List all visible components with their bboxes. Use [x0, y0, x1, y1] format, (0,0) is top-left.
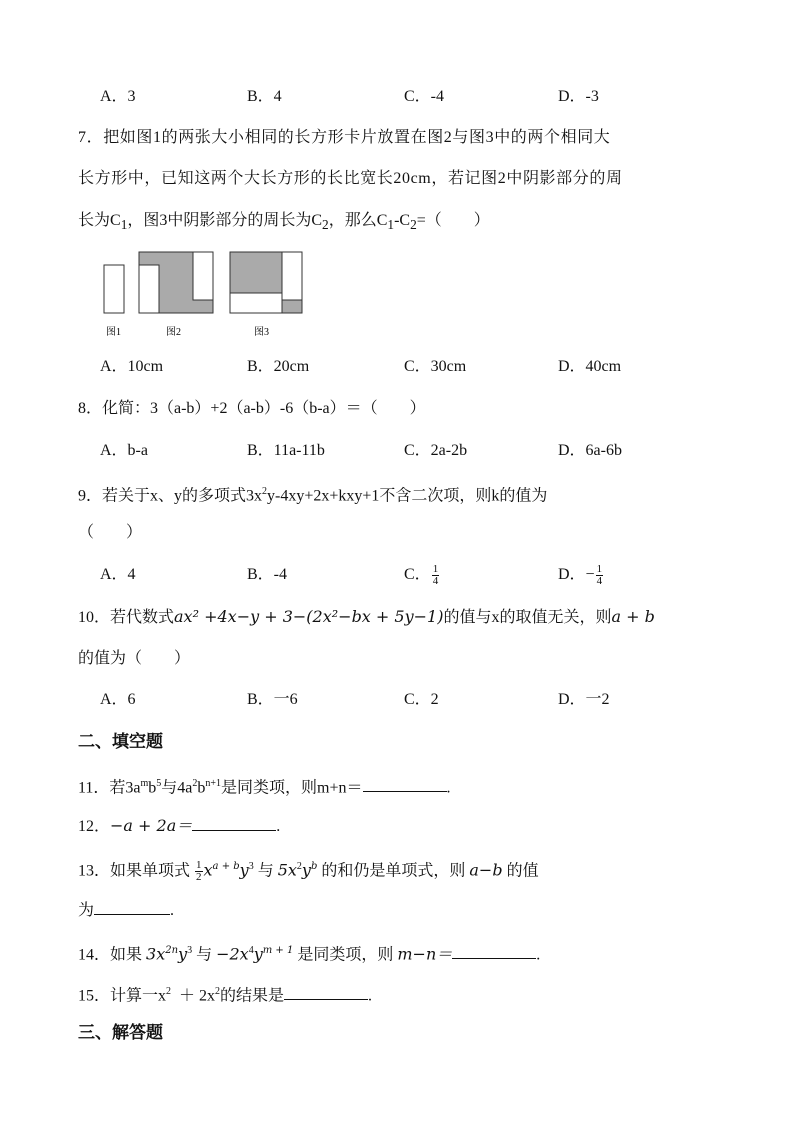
q12-stem: 12．−a + 2a＝ . [78, 816, 281, 835]
q7-figure [96, 248, 311, 343]
q11-answer-blank[interactable] [363, 775, 447, 792]
q9-option-c: C． $\frac{1}{4}$ [404, 563, 439, 587]
q14-answer-blank[interactable] [452, 942, 536, 959]
q15-answer-blank[interactable] [284, 983, 368, 1000]
q7-option-b: B．20cm [247, 358, 310, 375]
q8-option-b: B．11a-11b [247, 442, 325, 459]
q7-option-a: A．10cm [100, 358, 164, 375]
q9-stem-line2: （ ） [78, 524, 143, 541]
q10-option-c: C．2 [404, 691, 439, 708]
q14-stem: 14．如果 $3x^{2n}y^3$ 与 $-2x^4y^{m + 1}$ 是同类项，则 m−n＝ . [78, 944, 541, 964]
q13-answer-blank[interactable] [94, 898, 170, 915]
q9-option-d: D．− $\frac{1}{4}$ [558, 563, 603, 587]
q10-stem-line2: 的值为（ ） [78, 650, 191, 667]
fig3 [230, 252, 302, 313]
q7-stem-line2: 长方形中，已知这两个大长方形的长比宽长20cm，若记图2中阴影部分的周 [78, 170, 623, 187]
q6-option-a: A．3 [100, 88, 136, 105]
q9-stem-line1: 9．若关于x、y的多项式$3x^2y-4xy+2x+kxy+1$不含二次项，则k的值为 [78, 486, 548, 505]
q7-option-d: D．40cm [558, 358, 622, 375]
q15-stem: 15．计算一$x^2 + 2x^2$的结果是 . [78, 981, 372, 1007]
q7-option-c: C．30cm [404, 358, 467, 375]
q10-stem-line1: 10．若代数式ax² +4x−y + 3−(2x²−bx + 5y−1)的值与x的取值无关，则a + b [78, 607, 655, 626]
q6-option-d: D．-3 [558, 88, 599, 105]
q13-stem-line2: 为 . [78, 898, 174, 922]
fig1-card [104, 265, 124, 313]
q7-stem-line1: 7．把如图1的两张大小相同的长方形卡片放置在图2与图3中的两个相同大 [78, 129, 611, 146]
fig2-label: 图2 [166, 327, 181, 338]
q9-option-a: A．4 [100, 566, 136, 583]
q8-stem: 8．化简：3（a-b）+2（a-b）-6（b-a）＝（ ） [78, 400, 426, 417]
fig3-label: 图3 [254, 327, 269, 338]
q10-option-d: D．一2 [558, 691, 610, 708]
q8-option-a: A．b-a [100, 442, 148, 459]
q12-answer-blank[interactable] [192, 814, 276, 831]
q11-stem: 11．若$3a^mb^5$与$4a^2b^{n+1}$是同类项，则m+n＝ . [78, 773, 451, 799]
q9-option-b: B．-4 [247, 566, 288, 583]
q10-option-b: B．一6 [247, 691, 298, 708]
q6-option-b: B．4 [247, 88, 282, 105]
q10-option-a: A．6 [100, 691, 136, 708]
fig1-label: 图1 [106, 327, 121, 338]
section-fill-in-blank-heading: 二、填空题 [78, 732, 163, 752]
q8-option-c: C．2a-2b [404, 442, 468, 459]
q7-stem-line3: 长为$C_1$，图3中阴影部分的周长为$C_2$，那么$C_1-C_2=$（ ） [78, 212, 490, 233]
section-solution-heading: 三、解答题 [78, 1023, 163, 1043]
fig2 [139, 252, 213, 313]
q13-stem-line1: 13．如果单项式 $\frac{1}{2}$ $x^{a + b}y^3$ 与 $5x^2y^b$ 的和仍是单项式，则 a−b 的值 [78, 859, 539, 884]
q8-option-d: D．6a-6b [558, 442, 622, 459]
q6-option-c: C．-4 [404, 88, 445, 105]
